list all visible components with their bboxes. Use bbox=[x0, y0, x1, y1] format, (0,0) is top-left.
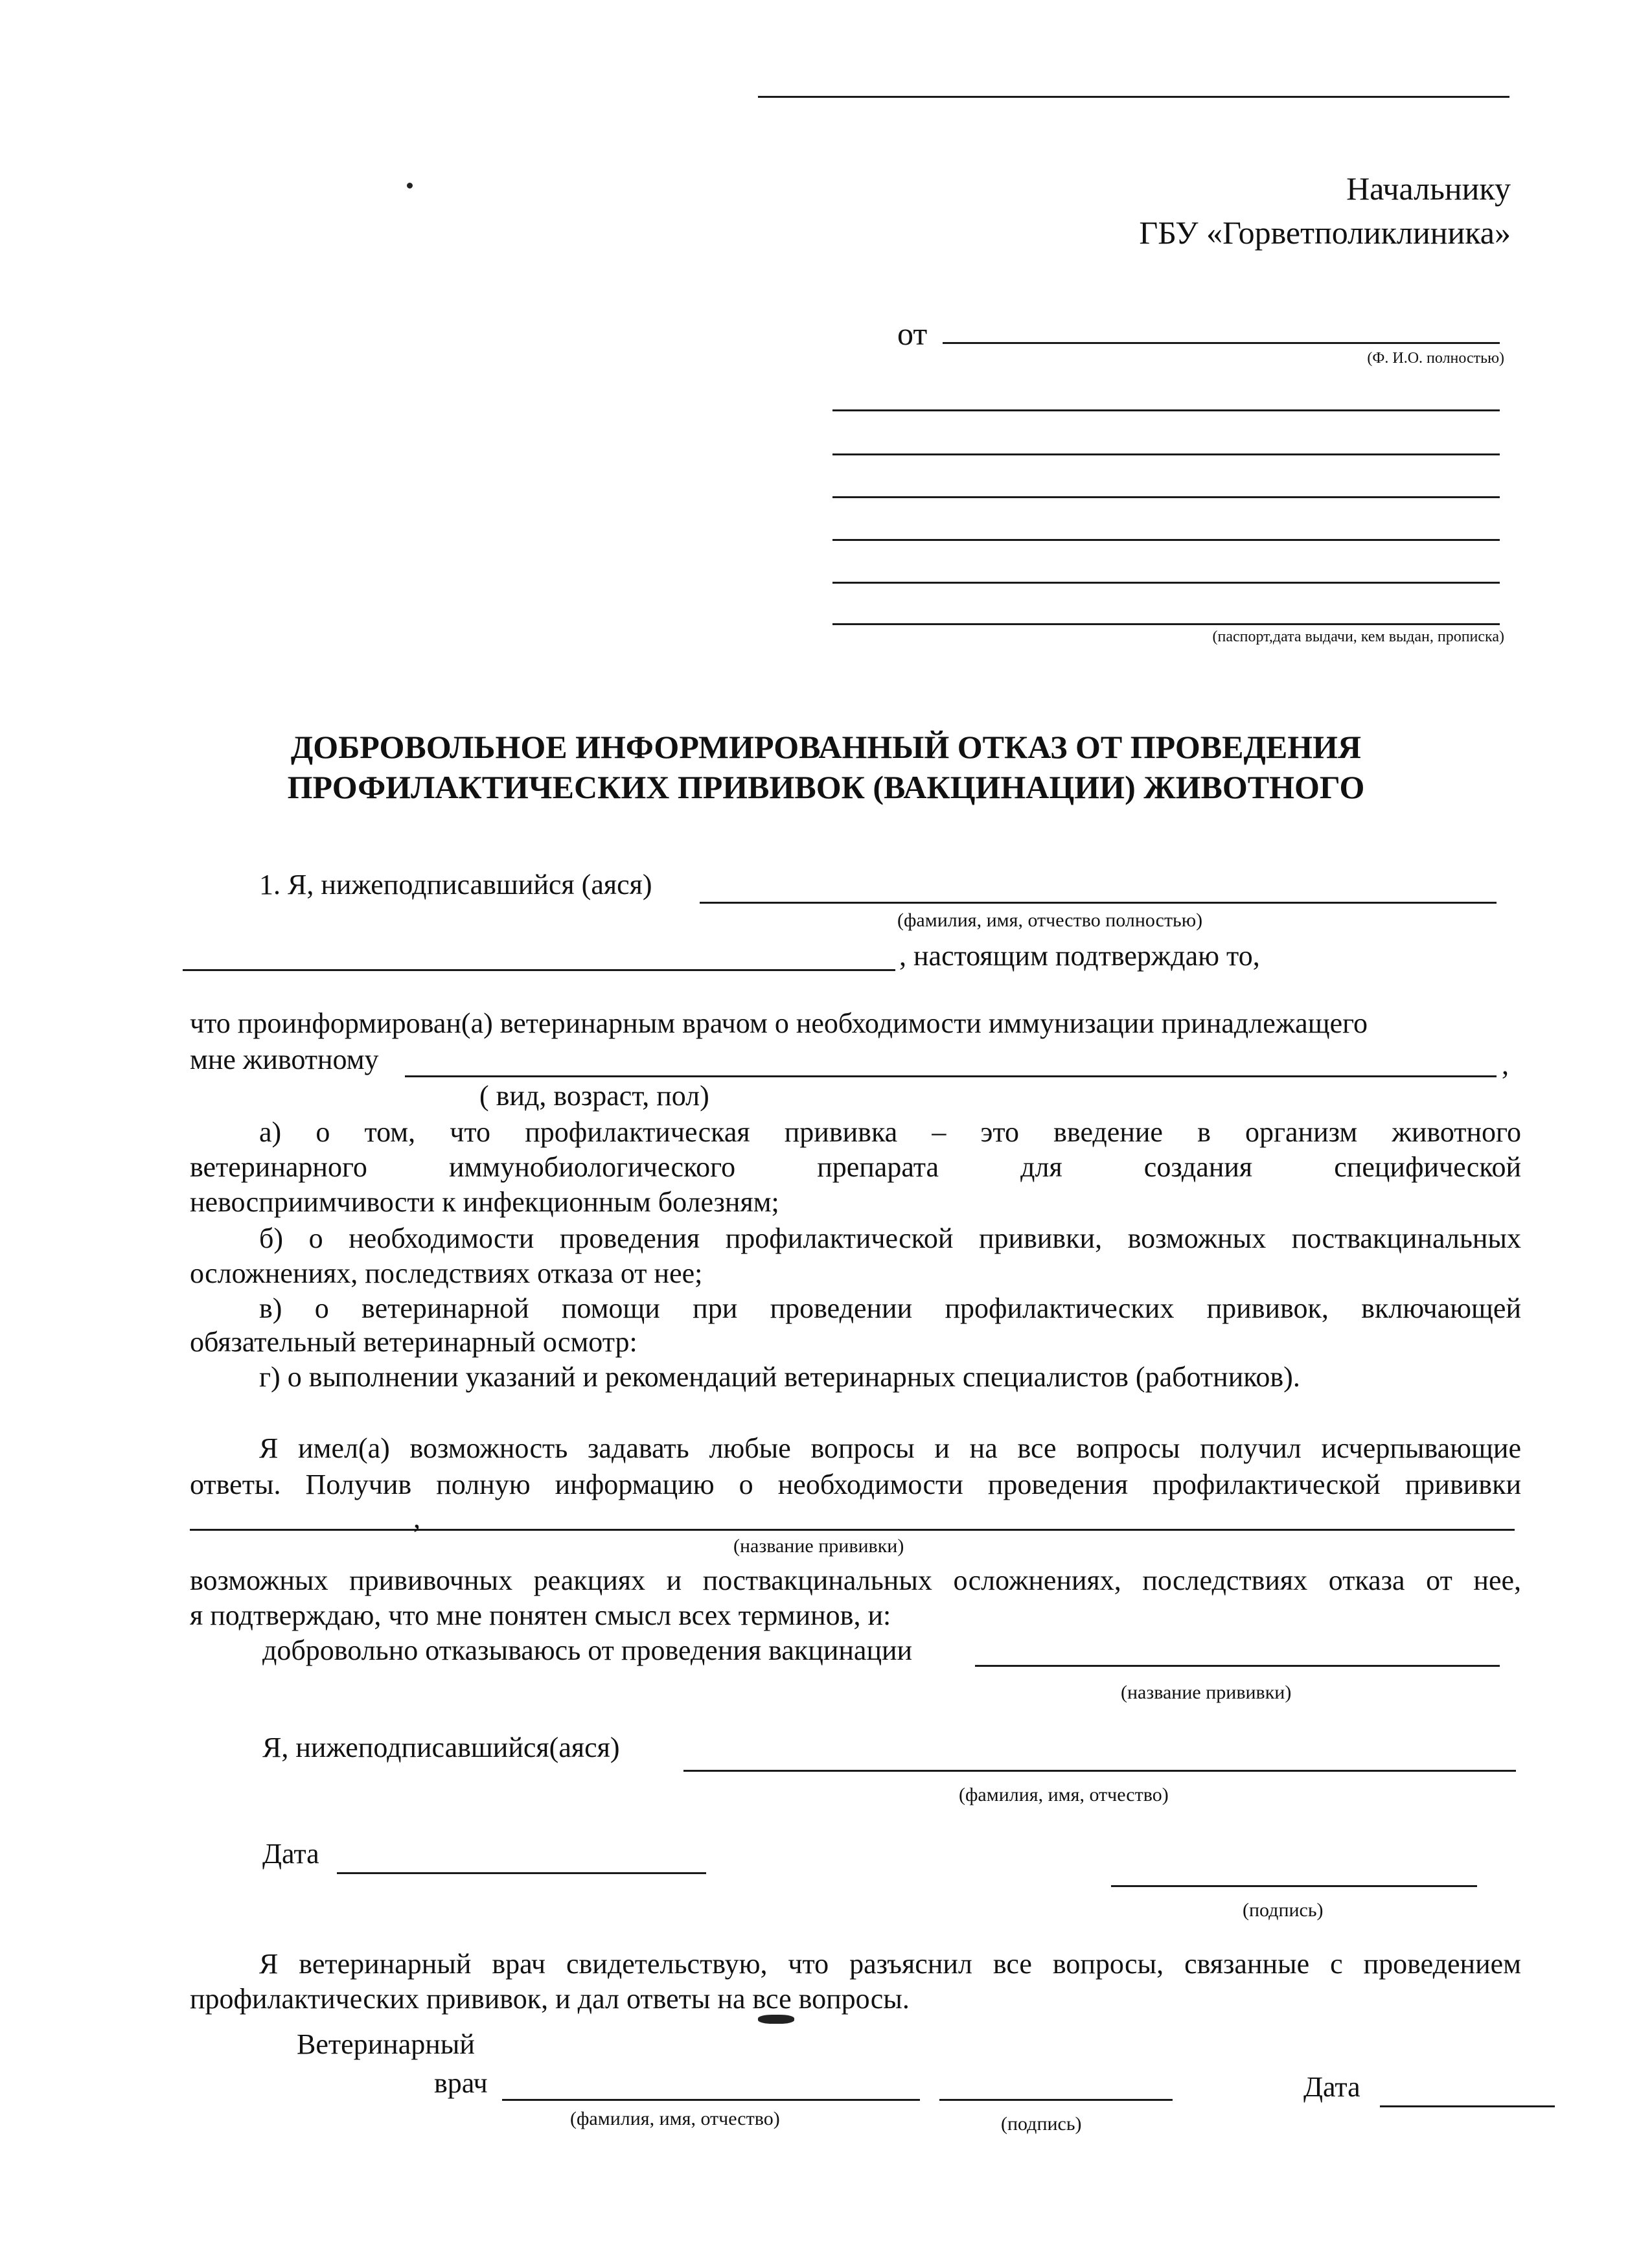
item-a-line1: а) о том, что профилактическая прививка – это введение в организм животного bbox=[259, 1116, 1521, 1148]
item-b-line1: б) о необходимости проведения профилактической прививки, возможных поствакцинальных bbox=[259, 1222, 1521, 1254]
top-rule bbox=[758, 96, 1509, 98]
ink-blot bbox=[758, 2015, 794, 2024]
from-label: от bbox=[897, 315, 928, 352]
vaccine-field-1[interactable] bbox=[190, 1529, 1515, 1531]
q-comma: , bbox=[413, 1502, 420, 1534]
vet-sign-caption: (подпись) bbox=[1001, 2113, 1082, 2135]
animal-field[interactable] bbox=[405, 1075, 1497, 1077]
p1-fio-field-cont[interactable] bbox=[183, 969, 895, 971]
r-line2: я подтверждаю, что мне понятен смысл всех терминов, и: bbox=[190, 1599, 891, 1631]
vet-label-2: врач bbox=[434, 2067, 488, 2099]
vet-sign-field[interactable] bbox=[939, 2099, 1173, 2101]
vaccine-caption-2: (название прививки) bbox=[1121, 1682, 1292, 1703]
vet-fio-field[interactable] bbox=[502, 2099, 920, 2101]
passport-field-3[interactable] bbox=[832, 496, 1500, 498]
document-title-line2: ПРОФИЛАКТИЧЕСКИХ ПРИВИВОК (ВАКЦИНАЦИИ) ЖИВОТНОГО bbox=[287, 769, 1365, 805]
item-v-line1: в) о ветеринарной помощи при проведении профилактических прививок, включающей bbox=[259, 1292, 1521, 1324]
vet-label-1: Ветеринарный bbox=[297, 2028, 475, 2060]
vaccine-field-2[interactable] bbox=[975, 1665, 1500, 1667]
vaccine-caption: (название прививки) bbox=[733, 1535, 904, 1557]
document-title-line1: ДОБРОВОЛЬНОЕ ИНФОРМИРОВАННЫЙ ОТКАЗ ОТ ПРОВЕДЕНИЯ bbox=[290, 729, 1362, 765]
r-line1: возможных прививочных реакциях и поствакцинальных осложнениях, последствиях отказа от нее, bbox=[190, 1564, 1521, 1596]
passport-field-6[interactable] bbox=[832, 623, 1500, 625]
vet-date-field[interactable] bbox=[1380, 2105, 1555, 2107]
q-line1: Я имел(а) возможность задавать любые вопросы и на все вопросы получил исчерпывающие bbox=[259, 1432, 1521, 1464]
date-label: Дата bbox=[262, 1838, 319, 1870]
p2-line2: мне животному bbox=[190, 1044, 379, 1075]
scan-speck bbox=[407, 183, 413, 189]
undersigned-fio-field[interactable] bbox=[683, 1770, 1516, 1772]
item-b-line2: осложнениях, последствиях отказа от нее; bbox=[190, 1257, 703, 1289]
date-field[interactable] bbox=[337, 1872, 706, 1874]
passport-field-2[interactable] bbox=[832, 453, 1500, 455]
passport-field-5[interactable] bbox=[832, 582, 1500, 584]
passport-field-4[interactable] bbox=[832, 539, 1500, 541]
vet-line1: Я ветеринарный врач свидетельствую, что разъяснил все вопросы, связанные с проведением bbox=[259, 1948, 1521, 1980]
passport-caption: (паспорт,дата выдачи, кем выдан, прописка) bbox=[1212, 628, 1504, 645]
vet-fio-caption: (фамилия, имя, отчество) bbox=[570, 2108, 780, 2129]
vet-date-label: Дата bbox=[1303, 2071, 1360, 2103]
signature-caption: (подпись) bbox=[1243, 1899, 1324, 1921]
vet-line2: профилактических прививок, и дал ответы на все вопросы. bbox=[190, 1983, 910, 2015]
p1-fio-field[interactable] bbox=[700, 902, 1497, 904]
item-g: г) о выполнении указаний и рекомендаций ветеринарных специалистов (работников). bbox=[259, 1361, 1300, 1393]
p1-start: 1. Я, нижеподписавшийся (аяся) bbox=[259, 869, 652, 900]
item-a-line3: невосприимчивости к инфекционным болезням; bbox=[190, 1186, 779, 1218]
addressee-line1: Начальнику bbox=[1346, 170, 1511, 207]
p2-comma: , bbox=[1502, 1049, 1509, 1081]
signature-field[interactable] bbox=[1111, 1885, 1477, 1887]
undersigned-fio-caption: (фамилия, имя, отчество) bbox=[959, 1784, 1169, 1805]
from-fio-field[interactable] bbox=[943, 342, 1500, 344]
addressee-line2: ГБУ «Горветполиклиника» bbox=[1139, 214, 1511, 251]
refuse-text: добровольно отказываюсь от проведения вакцинации bbox=[262, 1634, 913, 1666]
p1-confirm: , настоящим подтверждаю то, bbox=[899, 940, 1260, 972]
passport-field-1[interactable] bbox=[832, 409, 1500, 411]
animal-caption: ( вид, возраст, пол) bbox=[479, 1080, 709, 1112]
fio-caption: (Ф. И.О. полностью) bbox=[1367, 350, 1504, 367]
p2-line1: что проинформирован(а) ветеринарным врачом о необходимости иммунизации принадлежащего bbox=[190, 1007, 1368, 1039]
p1-caption: (фамилия, имя, отчество полностью) bbox=[897, 910, 1203, 931]
item-v-line2: обязательный ветеринарный осмотр: bbox=[190, 1326, 637, 1358]
q-line2: ответы. Получив полную информацию о необходимости проведения профилактической прививки bbox=[190, 1469, 1521, 1500]
undersigned-label: Я, нижеподписавшийся(аяся) bbox=[262, 1732, 620, 1763]
item-a-line2: ветеринарного иммунобиологического препарата для создания специфической bbox=[190, 1151, 1521, 1183]
